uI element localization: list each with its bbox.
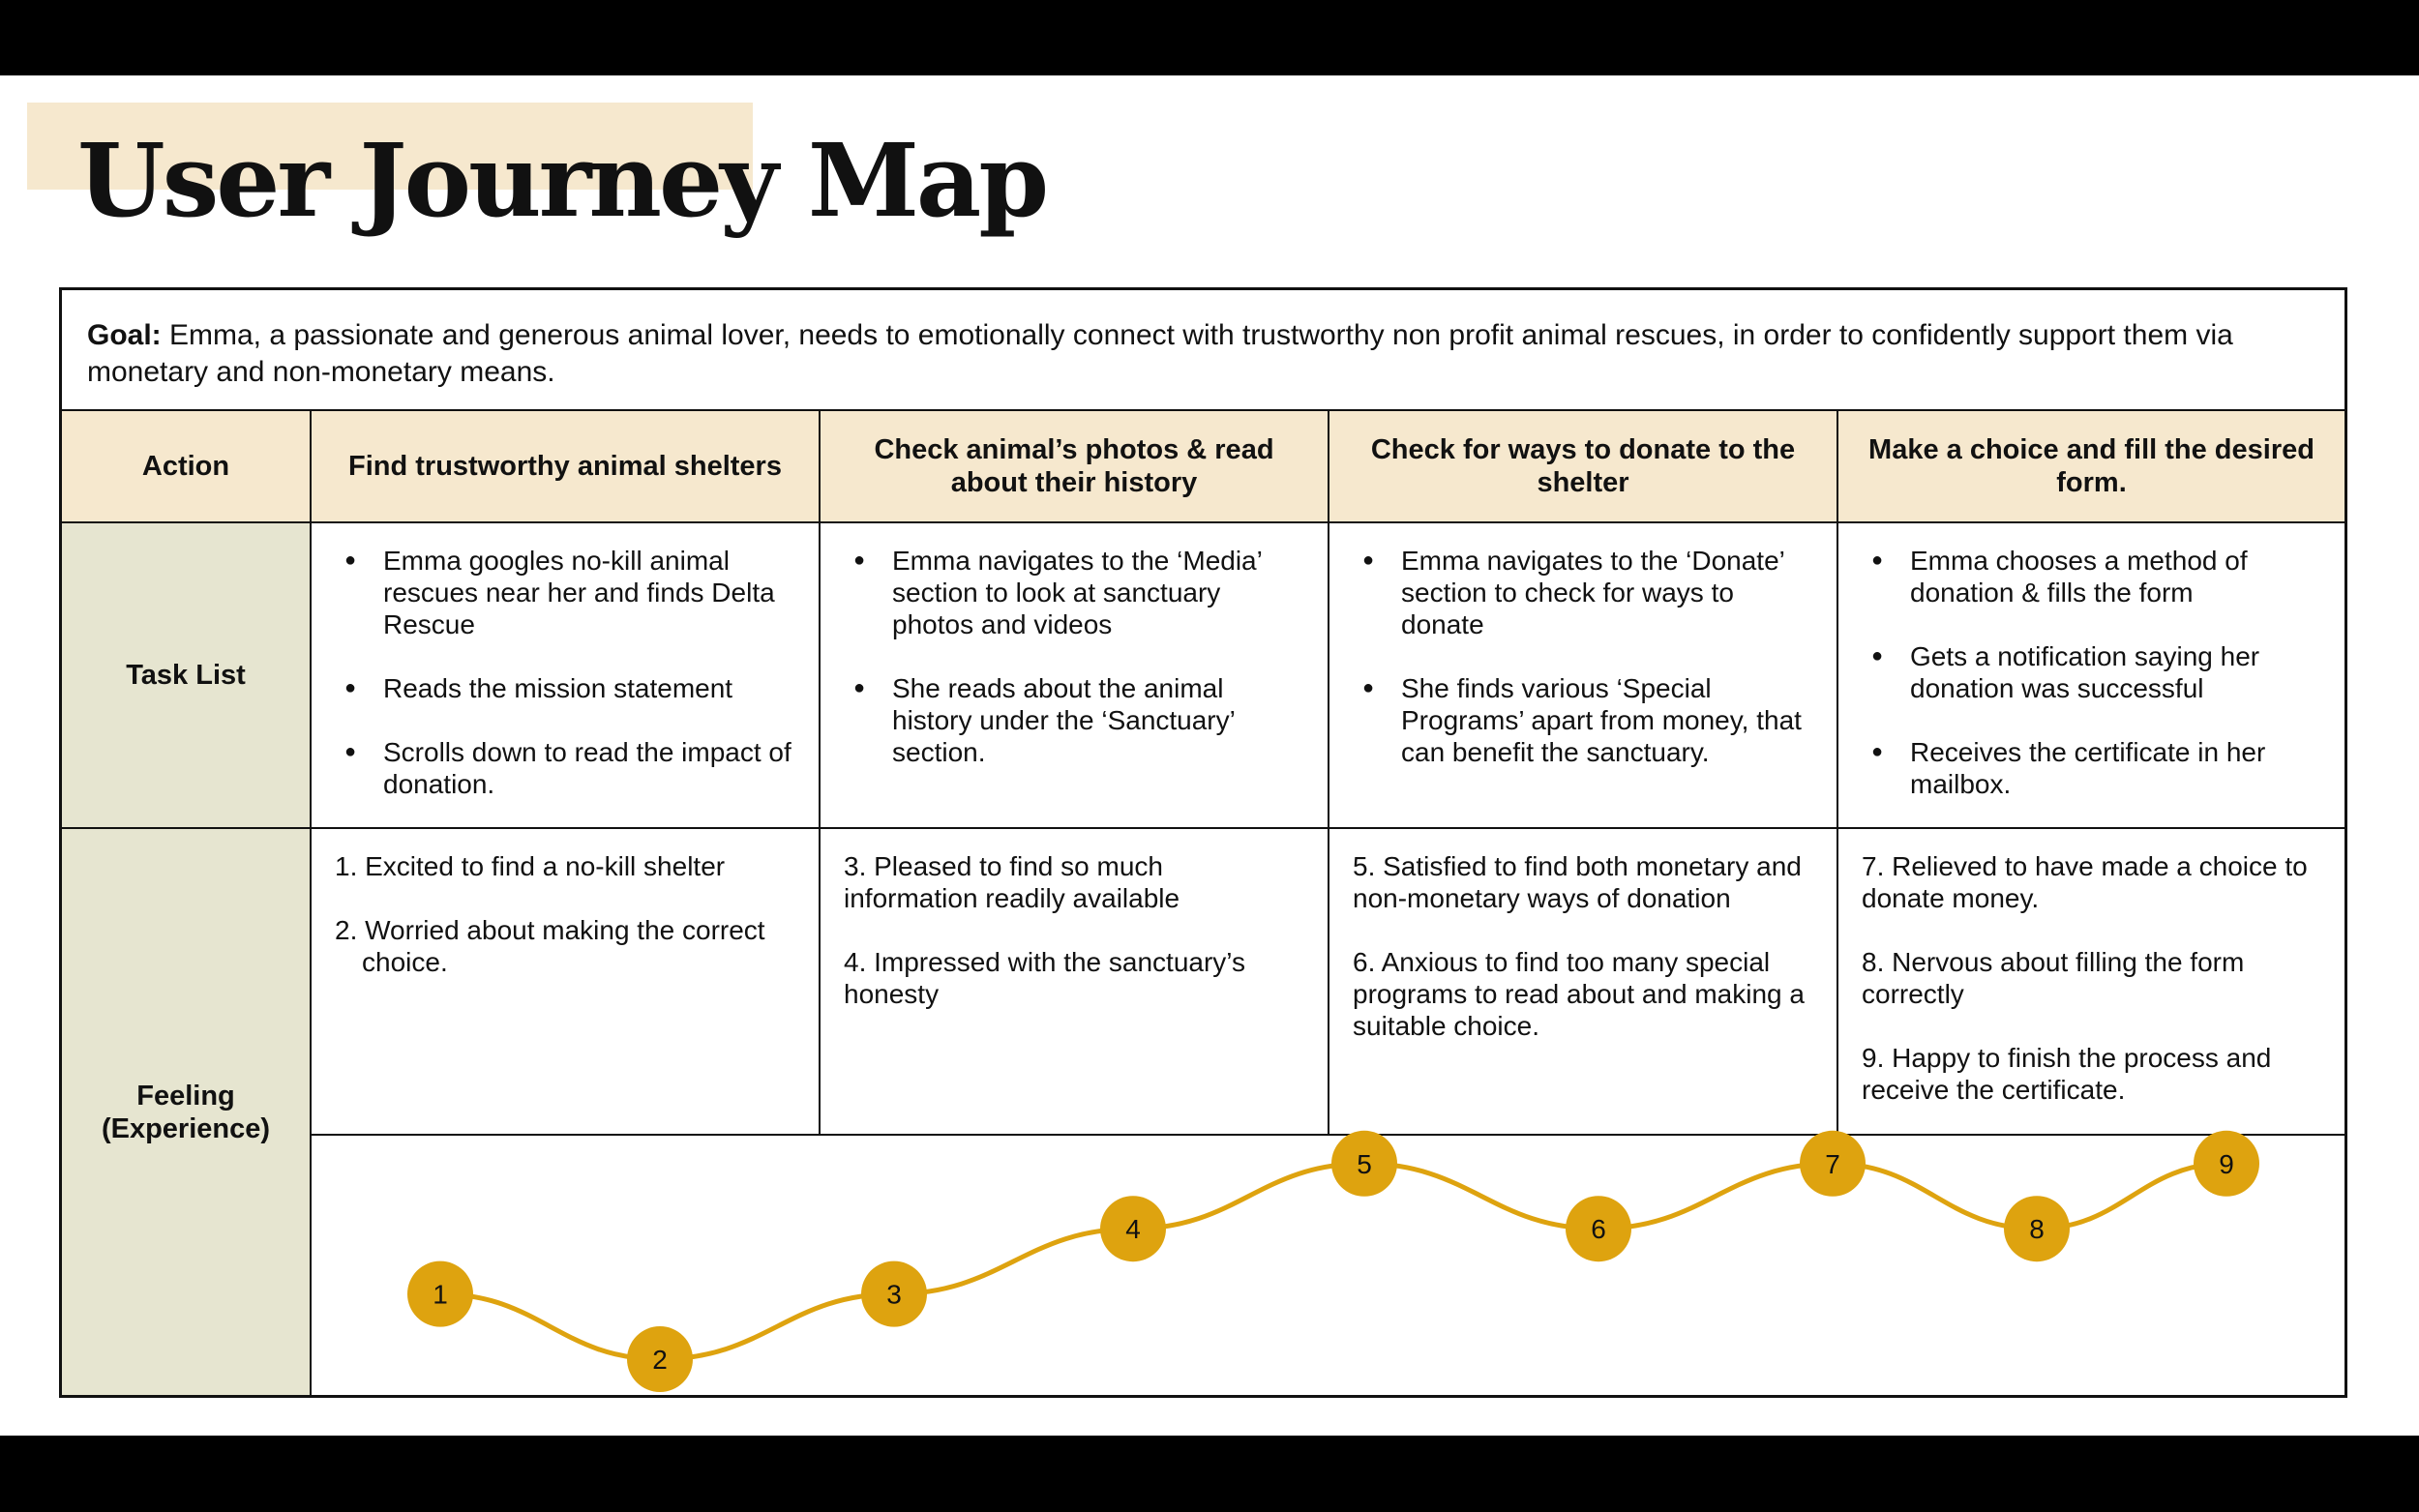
journey-point-label: 6	[1591, 1214, 1606, 1245]
feeling-item: 1. Excited to find a no-kill shelter	[335, 851, 726, 881]
task-item: ● Receives the certificate in her mailbox.	[1864, 736, 2319, 800]
goal-label: Goal:	[87, 319, 162, 351]
feeling-item: 8. Nervous about filling the form correctly	[1862, 947, 2245, 1009]
journey-point-label: 7	[1825, 1148, 1840, 1179]
feeling-item: 3. Pleased to find so much information readily available	[844, 851, 1180, 913]
journey-line	[440, 1164, 2226, 1359]
task-item: ● She finds various ‘Special Programs’ apart from money, that can benefit the sanctuary.	[1355, 672, 1811, 768]
task-item: ● Emma navigates to the ‘Donate’ section to check for ways to donate	[1355, 545, 1811, 640]
journey-point-label: 1	[433, 1279, 448, 1310]
journey-point-9	[2194, 1131, 2259, 1197]
journey-point-label: 3	[886, 1279, 902, 1310]
stage-3-action: Check for ways to donate to the shelter	[1329, 411, 1838, 523]
feeling-item: 6. Anxious to find too many special programs to read about and making a suitable choice.	[1353, 947, 1805, 1041]
task-item: ● Emma navigates to the ‘Media’ section to look at sanctuary photos and videos	[846, 545, 1302, 640]
journey-point-label: 5	[1357, 1148, 1372, 1179]
stage-2-action: Check animal’s photos & read about their history	[821, 411, 1329, 523]
journey-point-1	[407, 1261, 473, 1327]
task-item: ● Emma googles no-kill animal rescues near her and finds Delta Rescue	[337, 545, 793, 640]
row-label-action: Action	[62, 411, 312, 523]
journey-point-5	[1331, 1131, 1397, 1197]
task-item: ● Scrolls down to read the impact of donation.	[337, 736, 793, 800]
page-title: User Journey Map	[77, 121, 1047, 240]
feeling-item: 2. Worried about making the correct choice.	[335, 915, 765, 977]
journey-point-label: 8	[2029, 1214, 2045, 1245]
journey-point-8	[2004, 1196, 2070, 1261]
journey-point-2	[627, 1326, 693, 1392]
feeling-item: 9. Happy to finish the process and receive the certificate.	[1862, 1043, 2272, 1105]
bottom-letterbox-bar	[0, 1436, 2419, 1512]
task-item: ● Emma chooses a method of donation & fills the form	[1864, 545, 2319, 608]
row-label-feeling: Feeling (Experience)	[62, 829, 312, 1395]
stage-1-action: Find trustworthy animal shelters	[312, 411, 821, 523]
task-item: ● Gets a notification saying her donation was successful	[1864, 640, 2319, 704]
journey-point-label: 2	[652, 1345, 668, 1375]
journey-point-label: 9	[2219, 1148, 2234, 1179]
journey-point-3	[861, 1261, 927, 1327]
goal-text: Emma, a passionate and generous animal lover, needs to emotionally connect with trustworthy non profit animal rescues, in order to confidently support them via monetary and non-monetary means.	[87, 319, 2233, 388]
feeling-item: 5. Satisfied to find both monetary and non-monetary ways of donation	[1353, 851, 1802, 913]
stage-4-action: Make a choice and fill the desired form.	[1838, 411, 2344, 523]
feeling-item: 7. Relieved to have made a choice to donate money.	[1862, 851, 2308, 913]
journey-point-label: 4	[1125, 1214, 1141, 1245]
journey-point-6	[1566, 1196, 1631, 1261]
task-item: ● Reads the mission statement	[337, 672, 793, 704]
journey-point-7	[1800, 1131, 1866, 1197]
task-item: ● She reads about the animal history under the ‘Sanctuary’ section.	[846, 672, 1302, 768]
feeling-item: 4. Impressed with the sanctuary’s honesty	[844, 947, 1246, 1009]
row-label-task-list: Task List	[62, 523, 312, 829]
journey-point-4	[1100, 1196, 1166, 1261]
